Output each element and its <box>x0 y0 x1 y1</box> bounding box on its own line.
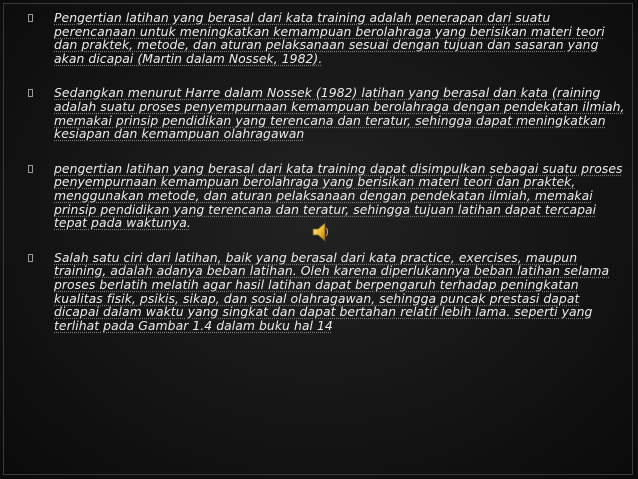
bullet-text: Salah satu ciri dari latihan, baik yang berasal dari kata practice, exercises, maupun training, adalah adanya beban latihan. Oleh karena diperlukannya beban latihan selama proses berlatih melatih agar hasil latihan dapat berpengaruh terhadap peningkatan kualitas fisik, psikis, sikap, dan sosial olahragawan, sehingga puncak prestasi dapat dicapai dalam waktu yang singkat dan dapat bertahan relatif lebih lama. seperti yang terlihat pada Gambar 1.4 dalam buku hal 14 <box>54 249 610 333</box>
bullet-text: pengertian latihan yang berasal dari kata training dapat disimpulkan sebagai suatu proses penyempurnaan kemampuan berolahraga yang berisikan materi teori dan praktek, menggunakan metode, dan aturan pelaksanaan dengan pendekatan ilmiah, memakai prinsip pendidikan yang terencana dan teratur, sehingga tujuan latihan dapat tercapai tepat pada waktunya. <box>54 160 623 231</box>
bullet-item-2 <box>28 86 628 140</box>
bullet-item-4 <box>28 251 628 333</box>
bullet-marker-icon <box>28 14 33 22</box>
bullet-text: Sedangkan menurut Harre dalam Nossek (1982) latihan yang berasal dan kata (raining adalah suatu proses penyempurnaan kemampuan berolahraga dengan pendekatan ilmiah, memakai prinsip pendidikan yang terencana dan teratur, sehingga dapat meningkatkan kesiapan dan kemampuan olahragawan <box>54 85 625 142</box>
bullet-item-1 <box>28 11 628 65</box>
bullet-text: Pengertian latihan yang berasal dari kata training adalah penerapan dari suatu perencanaan untuk meningkatkan kemampuan berolahraga yang berisikan materi teori dan praktek, metode, dan aturan pelaksanaan sesuai dengan tujuan dan sasaran yang akan dicapai (Martin dalam Nossek, 1982). <box>54 10 605 66</box>
bullet-marker-icon <box>28 254 33 262</box>
bullet-list <box>28 11 628 353</box>
bullet-marker-icon <box>28 165 33 173</box>
speaker-icon[interactable] <box>311 221 329 243</box>
bullet-marker-icon <box>28 89 33 97</box>
bullet-item-3 <box>28 162 628 230</box>
